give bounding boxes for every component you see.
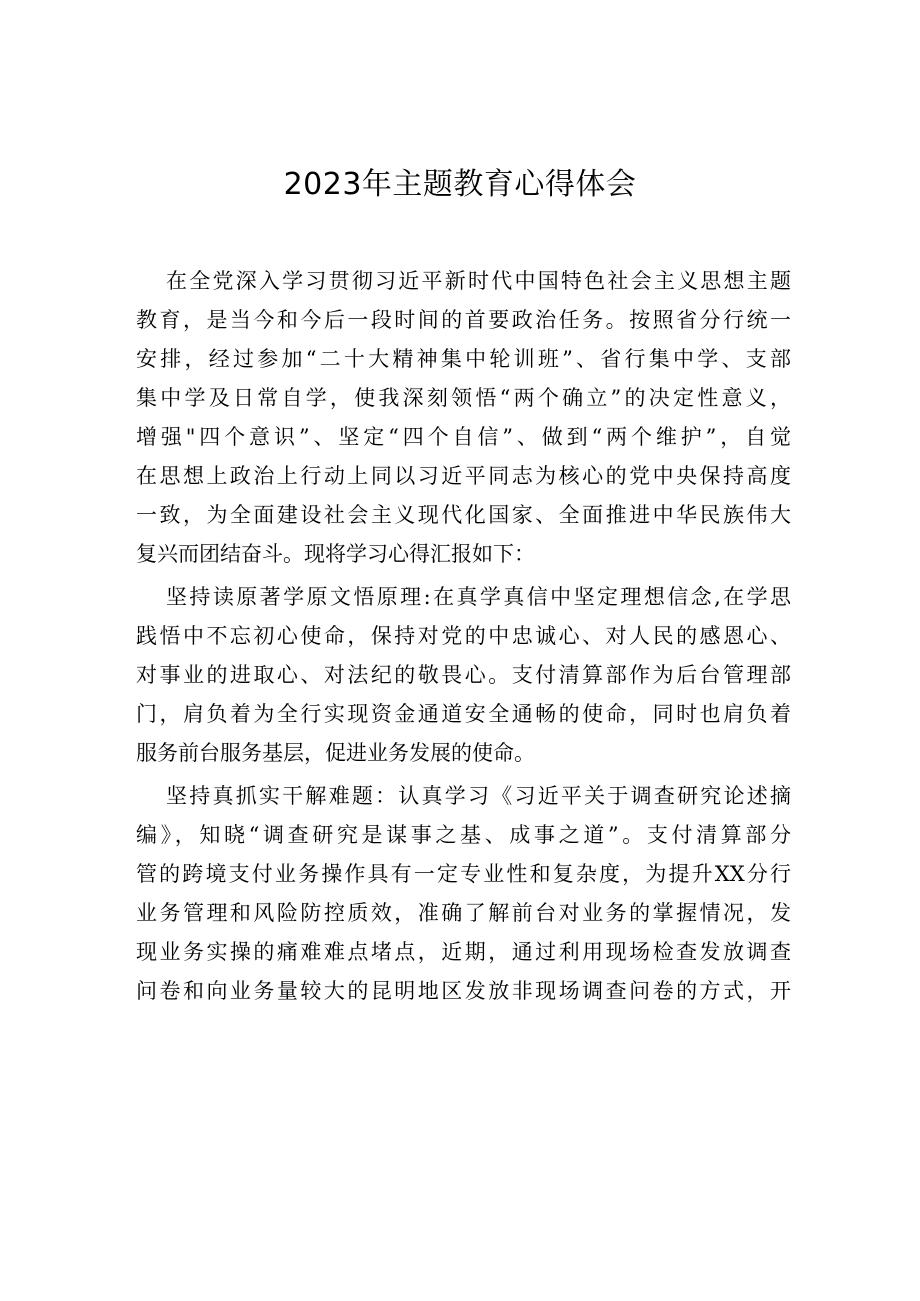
text-line: 服务前台服务基层，促进业务发展的使命。	[136, 741, 535, 765]
document-body	[136, 262, 791, 1011]
text-line: 问卷和向业务量较大的昆明地区发放非现场调查问卷的方式，开	[136, 979, 791, 1003]
paragraph-1	[136, 262, 791, 574]
text-line: 坚持读原著学原文悟原理:在真学真信中坚定理想信念,在学思	[166, 585, 791, 609]
text-line: 在全党深入学习贯彻习近平新时代中国特色社会主义思想主题	[166, 269, 791, 293]
text-line: 教育，是当今和今后一段时间的首要政治任务。按照省分行统一	[136, 308, 791, 332]
text-line: 管的跨境支付业务操作具有一定专业性和复杂度，为提升XX分行	[136, 862, 791, 886]
text-line: 业务管理和风险防控质效，准确了解前台对业务的掌握情况，发	[136, 901, 791, 925]
text-line: 一致，为全面建设社会主义现代化国家、全面推进中华民族伟大	[136, 503, 791, 527]
text-line: 复兴而团结奋斗。现将学习心得汇报如下：	[136, 542, 535, 566]
text-line: 践悟中不忘初心使命，保持对党的中忠诚心、对人民的感恩心、	[136, 624, 791, 648]
text-line: 安排，经过参加“二十大精神集中轮训班”、省行集中学、支部	[136, 347, 791, 371]
document-title: 2023年主题教育心得体会	[283, 167, 637, 202]
text-line: 集中学及日常自学，使我深刻领悟“两个确立”的决定性意义，	[136, 386, 791, 410]
text-line: 坚持真抓实干解难题：认真学习《习近平关于调查研究论述摘	[166, 784, 791, 808]
text-line: 在思想上政治上行动上同以习近平同志为核心的党中央保持高度	[136, 464, 791, 488]
text-line: 现业务实操的痛难难点堵点，近期，通过利用现场检查发放调查	[136, 940, 791, 964]
text-line: 编》，知晓“调查研究是谋事之基、成事之道”。支付清算部分	[136, 823, 791, 847]
paragraph-3	[136, 777, 791, 1011]
text-line: 对事业的进取心、对法纪的敬畏心。支付清算部作为后台管理部	[136, 663, 791, 687]
text-line: 增强"四个意识”、坚定“四个自信”、做到“两个维护”，自觉	[136, 425, 791, 449]
text-line: 门，肩负着为全行实现资金通道安全通畅的使命，同时也肩负着	[136, 702, 791, 726]
paragraph-2	[136, 578, 791, 773]
